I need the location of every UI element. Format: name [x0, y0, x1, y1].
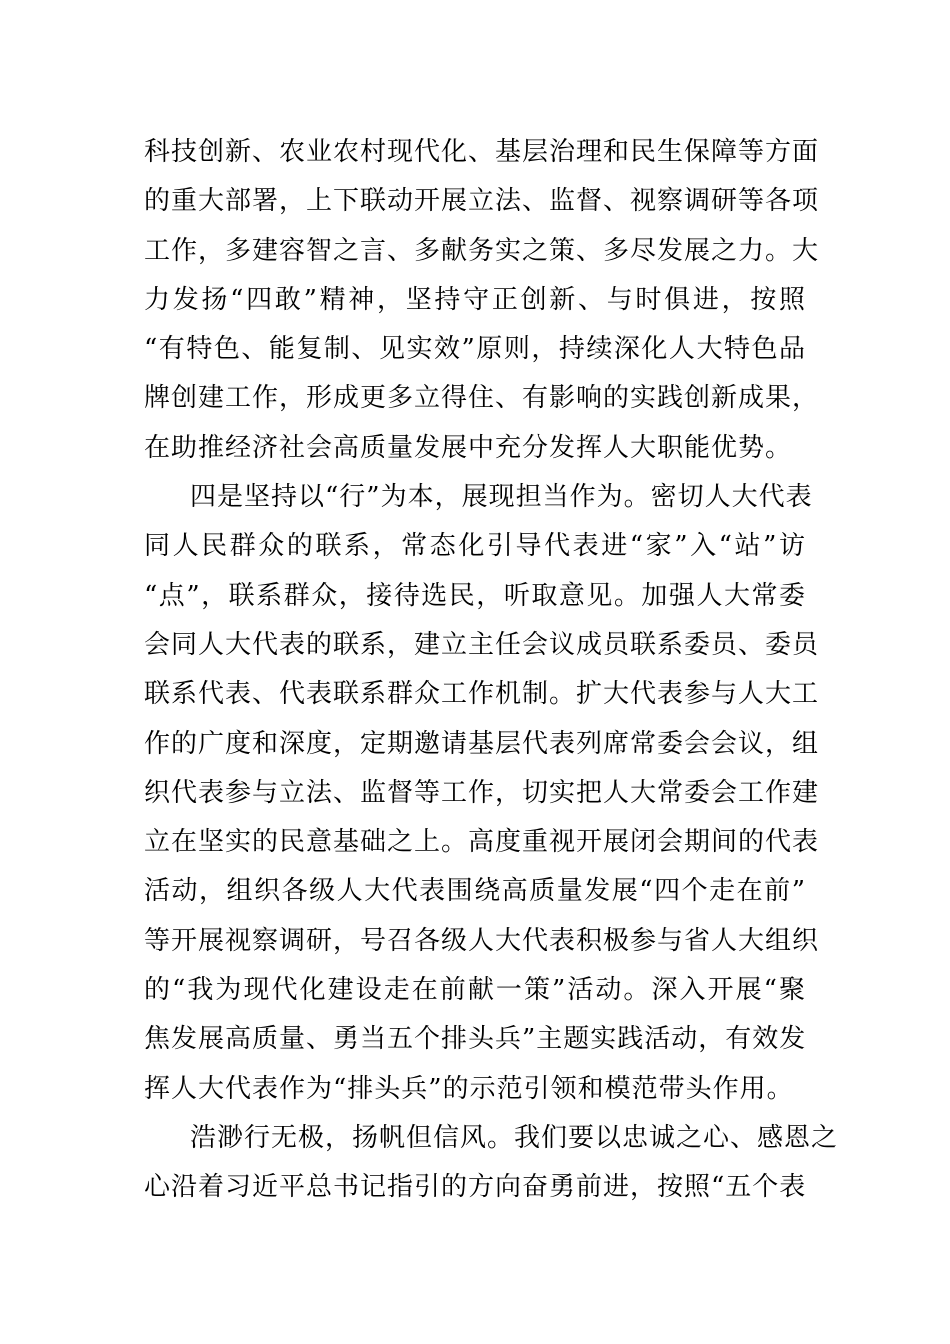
text-line: 焦发展高质量、勇当五个排头兵”主题实践活动，有效发: [144, 1024, 807, 1055]
text-line: 工作，多建容智之言、多献务实之策、多尽发展之力。大: [144, 235, 820, 266]
text-line: “有特色、能复制、见实效”原则，持续深化人大特色品: [144, 334, 806, 365]
text-line: 四是坚持以“行”为本，展现担当作为。密切人大代表: [190, 482, 813, 513]
text-line: 立在坚实的民意基础之上。高度重视开展闭会期间的代表: [144, 827, 820, 858]
text-line: 的重大部署，上下联动开展立法、监督、视察调研等各项: [144, 186, 820, 217]
body-text: [144, 128, 839, 1213]
text-line: 会同人大代表的联系，建立主任会议成员联系委员、委员: [144, 629, 820, 660]
text-line: 牌创建工作，形成更多立得住、有影响的实践创新成果，: [144, 383, 820, 414]
text-line: 作的广度和深度，定期邀请基层代表列席常委会会议，组: [144, 728, 820, 759]
text-line: 联系代表、代表联系群众工作机制。扩大代表参与人大工: [144, 679, 820, 710]
text-line: 同人民群众的联系，常态化引导代表进“家”入“站”访: [144, 531, 806, 562]
text-line: “点”，联系群众，接待选民，听取意见。加强人大常委: [144, 580, 806, 611]
text-line: 浩渺行无极，扬帆但信风。我们要以忠诚之心、感恩之: [190, 1122, 839, 1153]
text-line: 在助推经济社会高质量发展中充分发挥人大职能优势。: [144, 432, 793, 463]
text-line: 挥人大代表作为“排头兵”的示范引领和模范带头作用。: [144, 1073, 794, 1104]
text-line: 织代表参与立法、监督等工作，切实把人大常委会工作建: [144, 777, 820, 808]
text-line: 科技创新、农业农村现代化、基层治理和民生保障等方面: [144, 137, 820, 167]
text-line: 力发扬“四敢”精神，坚持守正创新、与时俱进，按照: [144, 284, 806, 315]
text-line: 活动，组织各级人大代表围绕高质量发展“四个走在前”: [144, 876, 806, 907]
text-line: 的“我为现代化建设走在前献一策”活动。深入开展“聚: [144, 975, 806, 1006]
text-line: 等开展视察调研，号召各级人大代表积极参与省人大组织: [144, 925, 820, 956]
text-line: 心沿着习近平总书记指引的方向奋勇前进，按照“五个表: [144, 1172, 807, 1203]
